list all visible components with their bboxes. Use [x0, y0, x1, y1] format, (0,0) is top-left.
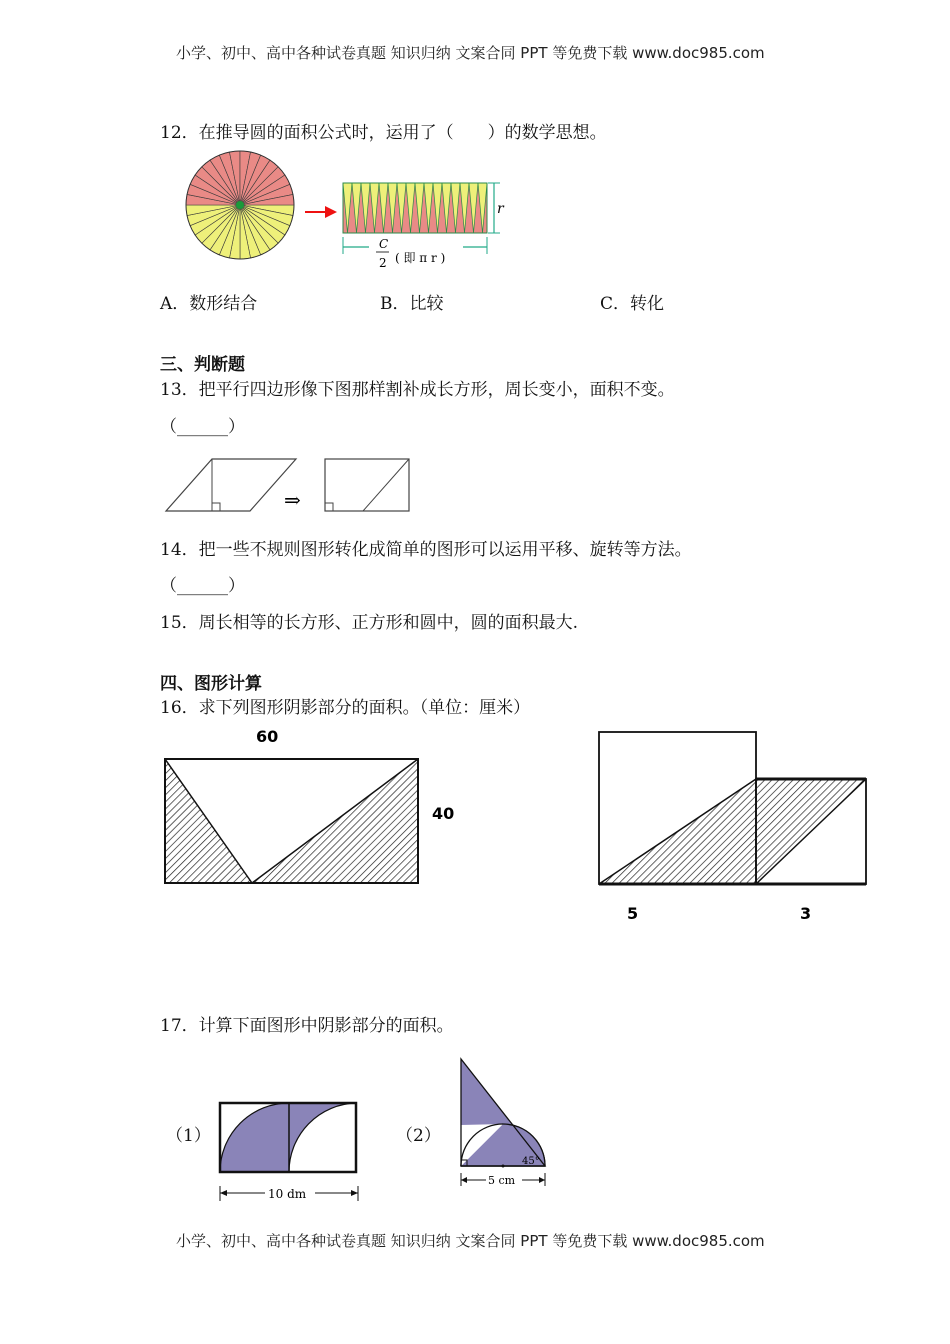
question-13-blank[interactable]: （______） — [160, 417, 245, 437]
fraction-numerator: C — [379, 237, 389, 251]
right-arrow-icon — [305, 206, 337, 218]
height-label: 40 — [432, 804, 455, 823]
radius-label: r — [497, 201, 504, 217]
width-dim-label: 10 dm — [268, 1187, 307, 1201]
page-footer: 小学、初中、高中各种试卷真题 知识归纳 文案合同 PPT 等免费下载 www.doc985.com — [176, 1232, 765, 1250]
circle-center-dot — [236, 201, 244, 209]
option-b[interactable]: B．比较 — [380, 294, 444, 314]
question-16-text: 16．求下列图形阴影部分的面积。（单位：厘米） — [160, 698, 531, 718]
question-17-text: 17．计算下面图形中阴影部分的面积。 — [160, 1016, 454, 1036]
circle-sectors — [186, 151, 294, 259]
option-c[interactable]: C．转化 — [600, 294, 665, 314]
rearranged-strip — [343, 183, 487, 233]
pi-r-note: ( 即 π r ) — [395, 251, 446, 265]
semicircle-triangle-figure — [452, 1055, 552, 1195]
part-1-label: （1） — [166, 1126, 211, 1146]
question-15-text: 15．周长相等的长方形、正方形和圆中，圆的面积最大. — [160, 613, 579, 633]
circle-area-figure — [185, 150, 515, 275]
squares-shaded-figure — [595, 730, 875, 925]
part-2-label: （2） — [396, 1126, 441, 1146]
right-square-side-label: 3 — [800, 904, 812, 923]
angle-label: 45° — [522, 1156, 540, 1167]
quarter-circles-figure — [215, 1098, 365, 1208]
parallelogram-figure — [160, 455, 420, 517]
width-label: 60 — [256, 727, 279, 746]
page-header: 小学、初中、高中各种试卷真题 知识归纳 文案合同 PPT 等免费下载 www.doc985.com — [176, 44, 765, 62]
section-4-title: 四、图形计算 — [160, 674, 262, 694]
question-12-text: 12．在推导圆的面积公式时，运用了（ ）的数学思想。 — [160, 123, 607, 143]
question-14-blank[interactable]: （______） — [160, 576, 245, 596]
base-dim-label: 5 cm — [488, 1174, 516, 1187]
section-3-title: 三、判断题 — [160, 355, 245, 375]
question-13-text: 13．把平行四边形像下图那样割补成长方形，周长变小，面积不变。 — [160, 380, 675, 400]
fraction-denominator: 2 — [379, 256, 387, 270]
option-a[interactable]: A．数形结合 — [160, 294, 258, 314]
left-square-side-label: 5 — [627, 904, 639, 923]
transform-arrow-icon: ⇒ — [284, 488, 301, 512]
rectangle-shaded-figure — [160, 722, 470, 892]
question-14-text: 14．把一些不规则图形转化成简单的图形可以运用平移、旋转等方法。 — [160, 540, 692, 560]
